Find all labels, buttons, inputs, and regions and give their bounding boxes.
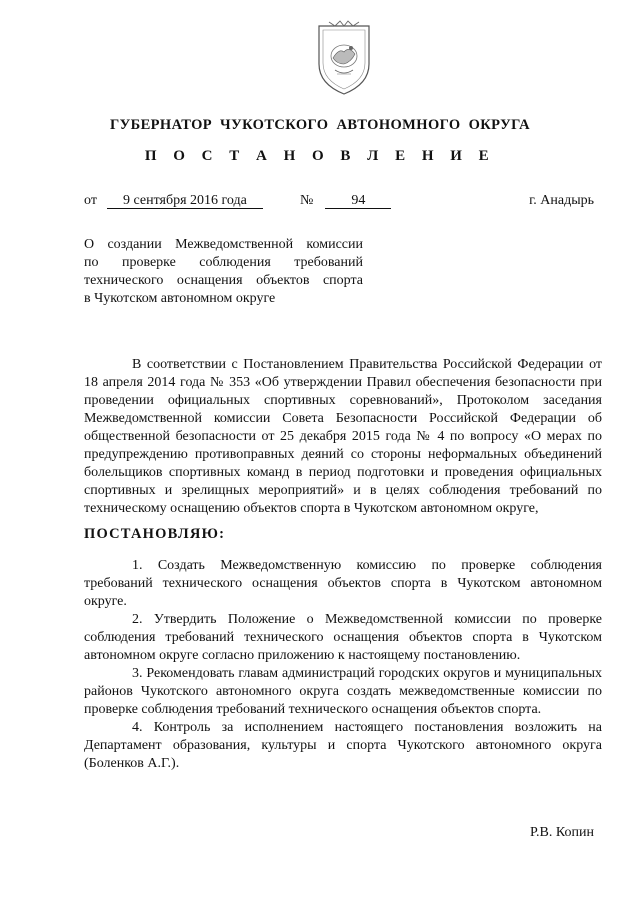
- subject-line: в Чукотском автономном округе: [84, 291, 276, 306]
- issuing-authority-heading: ГУБЕРНАТОР ЧУКОТСКОГО АВТОНОМНОГО ОКРУГА: [109, 117, 531, 133]
- decree-item: 3. Рекомендовать главам администраций городских округов и муниципальных районов Чукотского автономного округа создать межведомственные комиссии по проверке соблюдения требований технического оснащения объектов спорта.: [84, 666, 602, 717]
- document-number-field: [300, 193, 391, 209]
- decree-item: 1. Создать Межведомственную комиссию по проверке соблюдения требований технического оснащения объектов спорта в Чукотском автономном округе.: [84, 558, 602, 609]
- decree-items: [84, 557, 602, 773]
- decree-item: 2. Утвердить Положение о Межведомственной комиссии по проверке соблюдения требований технического оснащения объектов спорта в Чукотском автономном округе согласно приложению к настоящему постановлению.: [84, 612, 602, 663]
- document-type-heading: П О С Т А Н О В Л Е Н И Е: [144, 148, 496, 164]
- document-date-field: [84, 193, 263, 209]
- coat-of-arms-emblem-icon: [311, 18, 377, 98]
- preamble-paragraph: В соответствии с Постановлением Правительства Российской Федерации от 18 апреля 2014 года № 353 «Об утверждении Правил обеспечения безопасности при проведении официальных спортивных соревнований», Протоколом заседания Межведомственной комиссии Совета Безопасности Российской Федерации об общественной безопасности от 25 декабря 2015 года № 4 по вопросу «О мерах по предупреждению противоправных деяний со стороны неформальных объединений болельщиков спортивных команд в период подготовки и проведения официальных спортивных и зрелищных мероприятий» и в целях соблюдения требований по техническому оснащению объектов спорта в Чукотском автономном округе,: [84, 357, 602, 516]
- document-date: 9 сентября 2016 года: [107, 193, 263, 209]
- number-prefix: №: [300, 193, 314, 208]
- signatory-name: Р.В. Копин: [530, 825, 594, 840]
- subject-line: по проверке соблюдения требований: [84, 255, 363, 270]
- subject-line: технического оснащения объектов спорта: [84, 273, 363, 288]
- document-subject: [84, 236, 363, 308]
- document-place: г. Анадырь: [529, 193, 594, 208]
- decree-word: ПОСТАНОВЛЯЮ:: [84, 526, 226, 542]
- subject-line: О создании Межведомственной комиссии: [84, 237, 363, 252]
- date-prefix: от: [84, 193, 97, 208]
- document-number: 94: [325, 193, 391, 209]
- decree-item: 4. Контроль за исполнением настоящего постановления возложить на Департамент образования, культуры и спорта Чукотского автономного округа (Боленков А.Г.).: [84, 720, 602, 771]
